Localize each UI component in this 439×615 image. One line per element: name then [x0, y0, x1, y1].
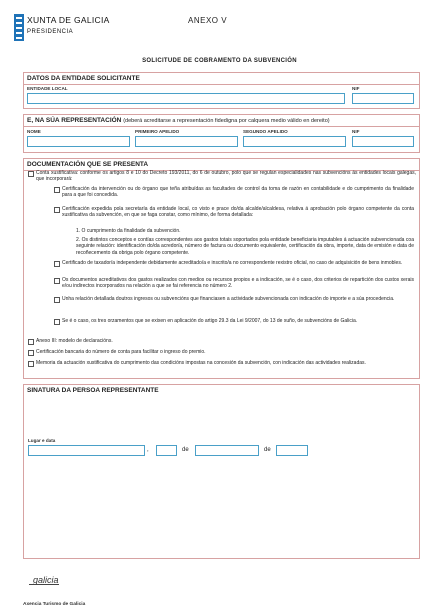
- second-surname-label: SEGUNDO APELIDO: [243, 129, 288, 134]
- secretary-cert-text: Certificación expedida pola secretaría da entidade local, co visto e prace do/da alcalde/alcaldesa, relativa á aprobación polo órgano competente da conta xustificativa da subvención, en que se faga constar, como mínimo, de forma detallada:: [62, 206, 414, 219]
- galicia-logo-underline: [29, 584, 59, 585]
- checkbox-annex-iii[interactable]: [28, 339, 34, 345]
- local-entity-field[interactable]: [27, 93, 345, 104]
- checkbox-three-budgets[interactable]: [54, 319, 60, 325]
- second-surname-field[interactable]: [243, 136, 346, 147]
- comma-separator: ,: [147, 447, 149, 453]
- place-field[interactable]: [28, 445, 145, 456]
- name-field[interactable]: [27, 136, 130, 147]
- document-title: SOLICITUDE DE COBRAMENTO DA SUBVENCIÓN: [142, 58, 297, 64]
- documentation-section: [23, 158, 420, 379]
- logo-subtitle: PRESIDENCIA: [27, 29, 74, 35]
- rep-nif-field[interactable]: [352, 136, 414, 147]
- year-field[interactable]: [276, 445, 308, 456]
- signature-section: [23, 384, 420, 559]
- de-separator-1: de: [182, 447, 189, 453]
- rep-nif-label: NIF: [352, 129, 360, 134]
- justification-account-text: Conta xustificativa: conforme os artigos 8 e 10 do Decreto 193/2011, do 6 de outubro, polo que se regulan especialidades nas subvencións ás entidades locais galegas, que incorporará:: [36, 170, 416, 183]
- xunta-logo-icon: [14, 14, 24, 41]
- logo-text: XUNTA DE GALICIA: [27, 15, 110, 25]
- month-field[interactable]: [195, 445, 259, 456]
- first-surname-label: PRIMEIRO APELIDO: [135, 129, 180, 134]
- checkbox-justification-account[interactable]: [28, 171, 34, 177]
- first-surname-field[interactable]: [135, 136, 238, 147]
- representation-heading: [24, 115, 419, 127]
- representation-title: E, NA SÚA REPRESENTACIÓN: [27, 117, 122, 124]
- numbered-item-2: 2. Os distintos conceptos e contías correspondentes aos gastos totais soportados pola entidade beneficiaria imputables á actuación subvencionada coa seguinte relación: identificación do/da acredor/a, número de factura ou documento equivalente, certificación da obra, importe, data de emisión e data de recoñecemento da obriga polo órgano competente.: [76, 237, 414, 256]
- galicia-logo: galicia: [33, 575, 59, 585]
- bank-cert-text: Certificación bancaria do número de conta para facilitar o ingreso do premio.: [36, 349, 206, 355]
- representation-note: (deberá acreditarse a representación fidedigna por calquera medio válido en dereito): [123, 118, 330, 124]
- name-label: NOME: [27, 129, 41, 134]
- place-date-label: Lugar e data: [28, 438, 56, 443]
- local-entity-label: ENTIDADE LOCAL: [27, 86, 68, 91]
- numbered-item-1: 1. O cumprimento da finalidade da subvención.: [76, 228, 181, 234]
- documentation-heading: DOCUMENTACIÓN QUE SE PRESENTA: [24, 159, 419, 171]
- appraiser-cert-text: Certificado de taxador/a independente debidamente acreditado/a e inscrito/a no correspondente rexistro oficial, no caso de adquisición de bens inmobles.: [62, 260, 403, 266]
- signature-heading: SINATURA DA PERSOA REPRESENTANTE: [27, 387, 159, 394]
- checkbox-own-expenses-docs[interactable]: [54, 278, 60, 284]
- activity-report-text: Memoria da actuación xustificativa do cumprimento das condicións impostas na concesión da subvención, con indicación das actividades realizadas.: [36, 360, 366, 366]
- de-separator-2: de: [264, 447, 271, 453]
- entity-heading: DATOS DA ENTIDADE SOLICITANTE: [24, 73, 419, 85]
- checkbox-secretary-cert[interactable]: [54, 207, 60, 213]
- annex-iii-text: Anexo III: modelo de declaracións.: [36, 338, 113, 344]
- entity-nif-field[interactable]: [352, 93, 414, 104]
- checkbox-bank-cert[interactable]: [28, 350, 34, 356]
- own-expenses-docs-text: Os documentos acreditativos dos gastos realizados con medios ou recursos propios e a indicación, se é o caso, dos criterios de repartición dos custos xerais e/ou indirectos incorporados na relación a que se fai referencia no número 2.: [62, 277, 414, 290]
- day-field[interactable]: [156, 445, 177, 456]
- checkbox-other-income[interactable]: [54, 297, 60, 303]
- agency-name: Axencia Turismo de Galicia: [23, 602, 86, 607]
- entity-section: [23, 72, 420, 109]
- intervention-cert-text: Certificación da intervención ou do órgano que teña atribuídas as facultades de control da toma de razón en contabilidade e do cumprimento da finalidade para a que foi concedida.: [62, 186, 414, 199]
- entity-nif-label: NIF: [352, 86, 360, 91]
- representation-section: [23, 114, 420, 153]
- checkbox-activity-report[interactable]: [28, 361, 34, 367]
- annex-label: ANEXO V: [188, 16, 228, 25]
- checkbox-intervention-cert[interactable]: [54, 187, 60, 193]
- checkbox-appraiser-cert[interactable]: [54, 261, 60, 267]
- other-income-text: Unha relación detallada doutros ingresos ou subvencións que financiasen a actividade subvencionada con indicación do importe e a súa procedencia.: [62, 296, 395, 302]
- three-budgets-text: Se é o caso, os tres orzamentos que se exixen en aplicación do artigo 29.3 da Lei 9/2007, do 13 de xuño, de subvencións de Galicia.: [62, 318, 358, 324]
